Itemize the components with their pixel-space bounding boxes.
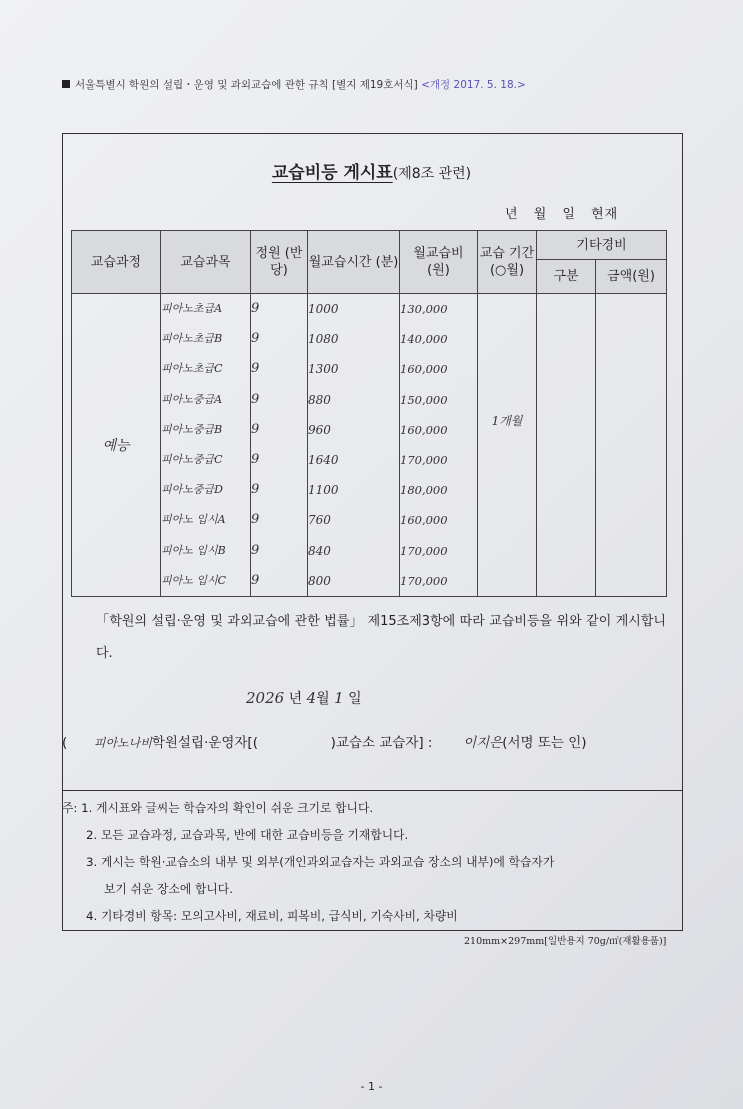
fee-table xyxy=(71,230,667,597)
minutes-cell: 880 xyxy=(308,392,331,407)
capacity-cell: 9 xyxy=(251,512,260,528)
fee-cell: 160,000 xyxy=(400,513,448,528)
academy-name: 피아노나비 xyxy=(93,736,152,750)
subject-cell: 피아노 입시A xyxy=(161,513,226,527)
period-cell: 1개월 xyxy=(478,294,537,597)
subject-cell: 피아노초급A xyxy=(161,302,223,315)
subject-column xyxy=(161,294,251,597)
fee-cell: 170,000 xyxy=(400,452,448,467)
header-monthly-fee: 월교습비 (원) xyxy=(400,231,478,294)
subject-cell: 피아노초급B xyxy=(161,332,223,346)
fee-cell: 150,000 xyxy=(400,392,448,407)
sign-month-unit: 월 xyxy=(316,691,330,707)
fee-column xyxy=(400,294,478,597)
capacity-cell: 9 xyxy=(251,331,260,347)
subject-cell: 피아노중급A xyxy=(161,392,223,406)
header-subject: 교습과목 xyxy=(161,231,251,294)
sign-date xyxy=(246,688,362,708)
header-capacity: 정원 (반당) xyxy=(251,231,308,294)
sign-day: 1 xyxy=(334,689,344,707)
seal-label: (서명 또는 인) xyxy=(502,735,587,751)
sign-month: 4 xyxy=(306,689,317,707)
header-other-costs: 기타경비 xyxy=(537,231,667,260)
subject-cell: 피아노 입시B xyxy=(161,543,226,557)
fee-cell: 130,000 xyxy=(400,302,448,316)
note-item: 보기 쉬운 장소에 합니다. xyxy=(104,882,233,896)
other-amount-cell xyxy=(596,294,667,597)
subject-cell: 피아노중급D xyxy=(161,483,223,497)
fee-cell: 170,000 xyxy=(400,543,448,558)
notes-section xyxy=(62,795,554,930)
header-period: 교습 기간 (○월) xyxy=(478,231,537,294)
form-title xyxy=(0,158,743,183)
subject-cell: 피아노중급C xyxy=(161,452,223,466)
capacity-column xyxy=(251,294,308,597)
sign-day-unit: 일 xyxy=(348,691,362,707)
open-paren: ( xyxy=(62,735,68,751)
capacity-cell: 9 xyxy=(251,542,260,558)
capacity-cell: 9 xyxy=(251,391,260,407)
minutes-cell: 1100 xyxy=(308,483,339,498)
signer-name: 이지은 xyxy=(463,735,503,751)
regulation-text: 서울특별시 학원의 설립・운영 및 과외교습에 관한 규칙 [별지 제19호서식] xyxy=(75,79,418,91)
minutes-column xyxy=(308,294,400,597)
title-main: 교습비등 게시표 xyxy=(271,163,393,183)
capacity-cell: 9 xyxy=(251,361,260,377)
note-item: 4. 기타경비 항목: 모의고사비, 재료비, 피복비, 급식비, 기숙사비, 차량비 xyxy=(86,909,458,923)
minutes-cell: 960 xyxy=(308,422,331,437)
capacity-cell: 9 xyxy=(251,451,260,467)
subject-cell: 피아노중급B xyxy=(161,422,223,436)
signature-line xyxy=(62,731,587,751)
course-cell: 예능 xyxy=(72,294,161,597)
fee-cell: 170,000 xyxy=(400,573,448,588)
minutes-cell: 1000 xyxy=(308,302,339,316)
subject-cell: 피아노초급C xyxy=(161,362,223,376)
sign-year-unit: 년 xyxy=(288,691,303,707)
capacity-cell: 9 xyxy=(251,572,260,588)
capacity-cell: 9 xyxy=(251,421,260,437)
minutes-cell: 1640 xyxy=(308,452,339,467)
sign-year: 2026 xyxy=(246,689,285,707)
tutor-label: )교습소 교습자] : xyxy=(330,735,433,751)
header-other-amount: 금액(원) xyxy=(596,260,667,294)
other-type-cell xyxy=(537,294,596,597)
operator-label: 학원설립·운영자[( xyxy=(151,735,258,751)
note-item: 3. 게시는 학원·교습소의 내부 및 외부(개인과외교습자는 과외교습 장소의 내부)에 학습자가 xyxy=(86,855,555,869)
minutes-cell: 800 xyxy=(308,573,331,588)
header-monthly-hours: 월교습시간 (분) xyxy=(308,231,400,294)
regulation-header xyxy=(62,77,526,92)
fee-cell: 160,000 xyxy=(400,362,448,377)
note-item: 2. 모든 교습과정, 교습과목, 반에 대한 교습비등을 기재합니다. xyxy=(86,828,409,842)
notes-divider xyxy=(62,790,683,791)
square-bullet-icon xyxy=(62,80,70,88)
page-number: - 1 - xyxy=(360,1080,383,1093)
paper-spec: 210mm×297mm[일반용지 70g/㎡(재활용품)] xyxy=(464,936,667,947)
minutes-cell: 840 xyxy=(308,543,331,558)
fee-cell: 140,000 xyxy=(400,332,448,347)
title-sub: (제8조 관련) xyxy=(392,166,472,182)
minutes-cell: 1300 xyxy=(308,362,339,377)
subject-cell: 피아노 입시C xyxy=(161,573,227,587)
header-other-type: 구분 xyxy=(537,260,596,294)
fee-cell: 180,000 xyxy=(400,483,448,498)
header-course: 교습과정 xyxy=(72,231,161,294)
fee-cell: 160,000 xyxy=(400,422,448,437)
capacity-cell: 9 xyxy=(251,482,260,498)
note-item: 주: 1. 게시표와 글씨는 학습자의 확인이 쉬운 크기로 합니다. xyxy=(62,801,374,815)
minutes-cell: 760 xyxy=(308,513,331,528)
minutes-cell: 1080 xyxy=(308,332,339,347)
notice-text: 「학원의 설립·운영 및 과외교습에 관한 법률」 제15조제3항에 따라 교습비등을 위와 같이 게시합니다. xyxy=(96,614,666,661)
current-date-label: 년 월 일 현재 xyxy=(505,207,619,222)
revision-date: <개정 2017. 5. 18.> xyxy=(421,79,526,91)
capacity-cell: 9 xyxy=(251,301,260,316)
